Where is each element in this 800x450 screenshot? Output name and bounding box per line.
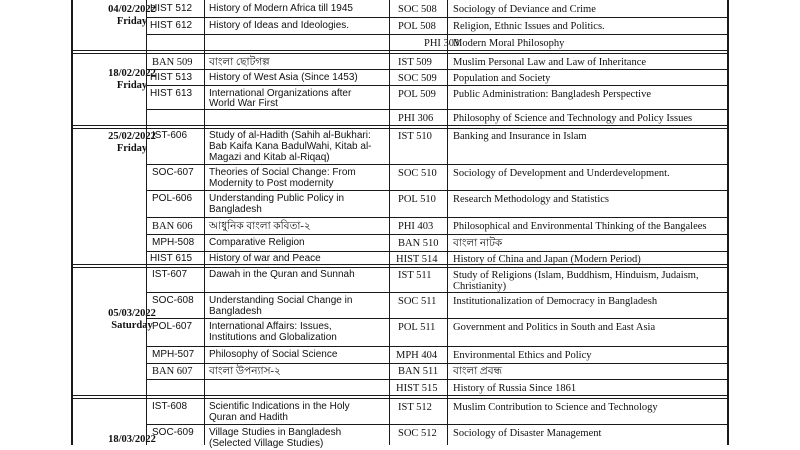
row-separator [146, 346, 728, 347]
row-separator [146, 379, 728, 380]
left-course-title: Institutions and Globalization [209, 332, 337, 343]
left-course-title: History of Ideas and Ideologies. [209, 20, 350, 31]
row-separator [146, 217, 728, 218]
left-course-title: Quran and Hadith [209, 412, 288, 423]
right-course-title: Sociology of Development and Underdevelopment. [453, 168, 670, 179]
row-separator [146, 251, 728, 252]
left-course-code: SOC-609 [152, 427, 194, 438]
right-course-title: History of China and Japan (Modern Period) [453, 254, 641, 265]
group-separator [71, 395, 729, 396]
right-course-title: Public Administration: Bangladesh Perspective [453, 89, 652, 100]
exam-day: Friday [116, 16, 148, 27]
group-separator [71, 50, 729, 51]
left-course-code: HIST 613 [150, 88, 193, 99]
left-course-title: বাংলা ছোটগল্প [209, 57, 270, 68]
left-course-code: IST-608 [152, 401, 188, 412]
left-course-title: Theories of Social Change: From [209, 167, 356, 178]
left-course-title: History of war and Peace [209, 253, 321, 264]
right-course-title: Modern Moral Philosophy [453, 38, 565, 49]
left-course-title: Village Studies in Bangladesh [209, 427, 342, 438]
left-course-title: Comparative Religion [209, 237, 305, 248]
right-course-title: Muslim Contribution to Science and Technology [453, 402, 658, 413]
right-course-title: Philosophical and Environmental Thinking of the Bangalees [453, 221, 707, 232]
exam-date: 04/02/2022 [108, 4, 156, 15]
right-course-title: বাংলা প্রবন্ধ [453, 366, 502, 377]
row-separator [146, 234, 728, 235]
left-course-code: POL-607 [152, 321, 193, 332]
row-separator [146, 17, 728, 18]
right-course-code: PHI 303 [424, 38, 460, 49]
row-separator [146, 164, 728, 165]
left-course-title: Bangladesh [209, 204, 262, 215]
left-course-title: Magazi and Kitab al-Riqaq) [209, 152, 330, 163]
row-separator [146, 69, 728, 70]
left-course-title: Understanding Public Policy in [209, 193, 345, 204]
left-course-title: World War First [209, 98, 278, 109]
right-course-title: Research Methodology and Statistics [453, 194, 610, 205]
right-course-code: SOC 512 [398, 428, 437, 439]
left-course-title: Dawah in the Quran and Sunnah [209, 269, 355, 280]
left-course-code: MPH-508 [152, 237, 195, 248]
left-course-title: Bangladesh [209, 306, 262, 317]
left-course-title: Bab Kaifa Kana BadulWahi, Kitab al- [209, 141, 372, 152]
right-course-title: Religion, Ethnic Issues and Politics. [453, 21, 605, 32]
group-separator [71, 125, 729, 126]
group-separator [71, 267, 729, 268]
right-course-code: SOC 511 [398, 296, 437, 307]
exam-date: 18/03/2022 [108, 434, 156, 445]
left-course-title: Philosophy of Social Science [209, 349, 338, 360]
exam-day: Friday [116, 143, 148, 154]
left-course-code: IST-606 [152, 130, 188, 141]
row-separator [146, 34, 728, 35]
exam-date: 25/02/2022 [108, 131, 156, 142]
right-course-code: SOC 509 [398, 73, 437, 84]
group-separator [71, 398, 729, 399]
left-course-code: HIST 512 [150, 3, 193, 14]
left-course-code: SOC-607 [152, 167, 194, 178]
left-course-title: Modernity to Post modernity [209, 178, 334, 189]
right-course-code: POL 508 [398, 21, 436, 32]
right-course-title: Philosophy of Science and Technology and Policy Issues [453, 113, 693, 124]
right-course-title: বাংলা নাটক [453, 238, 503, 249]
left-course-title: বাংলা উপন্যাস-২ [209, 366, 281, 377]
row-separator [146, 85, 728, 86]
right-course-title: Sociology of Deviance and Crime [453, 4, 596, 15]
left-course-title: আধুনিক বাংলা কবিতা-২ [209, 221, 311, 232]
table-border-left [71, 0, 73, 445]
left-course-title: International Affairs: Issues, [209, 321, 332, 332]
right-course-code: HIST 515 [396, 383, 438, 394]
row-separator [146, 424, 728, 425]
left-course-title: History of Modern Africa till 1945 [209, 3, 353, 14]
left-course-title: (Selected Village Studies) [209, 438, 324, 449]
row-separator [146, 292, 728, 293]
left-course-code: IST-607 [152, 269, 188, 280]
right-course-code: BAN 510 [398, 238, 439, 249]
right-course-title: Government and Politics in South and East Asia [453, 322, 656, 333]
right-course-title: Environmental Ethics and Policy [453, 350, 592, 361]
exam-day: Saturday [111, 320, 153, 331]
left-course-code: HIST 615 [150, 253, 193, 264]
exam-day: Friday [116, 80, 148, 91]
right-course-code: IST 510 [398, 131, 432, 142]
right-course-code: PHI 403 [398, 221, 434, 232]
left-course-code: HIST 612 [150, 20, 193, 31]
group-separator [71, 53, 729, 54]
left-course-title: History of West Asia (Since 1453) [209, 72, 358, 83]
left-course-code: HIST 513 [150, 72, 193, 83]
right-course-code: POL 509 [398, 89, 436, 100]
left-course-code: POL-606 [152, 193, 193, 204]
left-course-title: Scientific Indications in the Holy [209, 401, 350, 412]
left-course-code: MPH-507 [152, 349, 195, 360]
right-course-code: IST 511 [398, 270, 432, 281]
row-separator [146, 190, 728, 191]
right-course-code: HIST 514 [396, 254, 438, 265]
right-course-code: IST 509 [398, 57, 432, 68]
right-course-code: SOC 508 [398, 4, 437, 15]
right-course-code: SOC 510 [398, 168, 437, 179]
right-course-title: Banking and Insurance in Islam [453, 131, 587, 142]
row-separator [146, 318, 728, 319]
right-course-code: PHI 306 [398, 113, 434, 124]
exam-date: 05/03/2022 [108, 308, 156, 319]
right-course-title: Population and Society [453, 73, 551, 84]
right-course-title: Institutionalization of Democracy in Bangladesh [453, 296, 658, 307]
left-course-title: International Organizations after [209, 88, 352, 99]
right-course-code: POL 510 [398, 194, 436, 205]
row-separator [146, 363, 728, 364]
right-course-title: Sociology of Disaster Management [453, 428, 602, 439]
right-course-title: History of Russia Since 1861 [453, 383, 577, 394]
exam-date: 18/02/2022 [108, 68, 156, 79]
right-course-title: Study of Religions (Islam, Buddhism, Hinduism, Judaism, [453, 270, 699, 281]
right-course-code: IST 512 [398, 402, 432, 413]
left-course-code: BAN 606 [152, 221, 193, 232]
right-course-title: Muslim Personal Law and Law of Inheritance [453, 57, 647, 68]
left-course-title: Understanding Social Change in [209, 295, 353, 306]
right-course-code: MPH 404 [396, 350, 438, 361]
left-course-code: BAN 509 [152, 57, 193, 68]
group-separator [71, 128, 729, 129]
left-course-code: BAN 607 [152, 366, 193, 377]
left-course-title: Study of al-Hadith (Sahih al-Bukhari: [209, 130, 371, 141]
left-course-code: SOC-608 [152, 295, 194, 306]
right-course-title: Christianity) [453, 281, 507, 292]
right-course-code: BAN 511 [398, 366, 439, 377]
right-course-code: POL 511 [398, 322, 436, 333]
